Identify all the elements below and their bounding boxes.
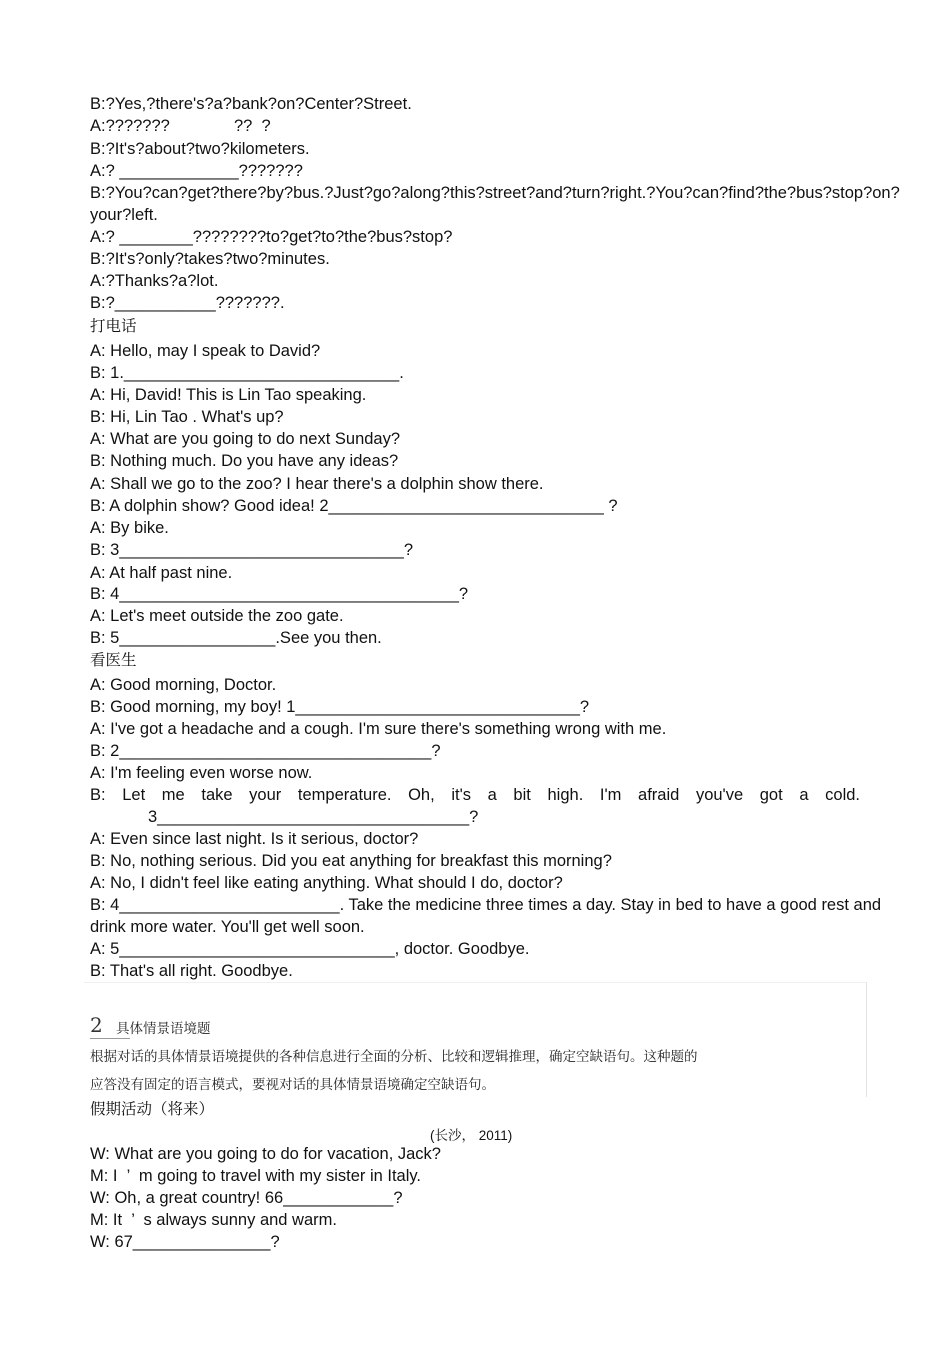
dialog-line: A: I'm feeling even worse now. xyxy=(90,764,313,782)
dialog-line: A: At half past nine. xyxy=(90,564,233,582)
section-description: 根据对话的具体情景语境提供的各种信息进行全面的分析、比较和逻辑推理，确定空缺语句。这种题的 xyxy=(90,1049,698,1065)
dialog-line: B: No, nothing serious. Did you eat anything for breakfast this morning? xyxy=(90,852,612,870)
section-heading-doctor: 看医生 xyxy=(90,651,137,669)
dialog-line: A: Even since last night. Is it serious, doctor? xyxy=(90,830,419,848)
dialog-line: B: Hi, Lin Tao . What's up? xyxy=(90,408,284,426)
dialog-line: B:?___________???????. xyxy=(90,294,285,312)
dialog-line: A: Hi, David! This is Lin Tao speaking. xyxy=(90,386,367,404)
dialog-line: A: Shall we go to the zoo? I hear there's a dolphin show there. xyxy=(90,475,544,493)
dialog-line: B:?It's?about?two?kilometers. xyxy=(90,140,310,158)
dialog-line: A: Hello, may I speak to David? xyxy=(90,342,321,360)
dialog-line: B: Good morning, my boy! 1_______________________________? xyxy=(90,698,590,716)
dialog-line: W: What are you going to do for vacation, Jack? xyxy=(90,1145,441,1163)
dialog-line: B:?It's?only?takes?two?minutes. xyxy=(90,250,330,268)
dialog-line: M: It ’ s always sunny and warm. xyxy=(90,1211,337,1229)
dialog-line: B: That's all right. Goodbye. xyxy=(90,962,293,980)
dialog-line: A: 5______________________________, doctor. Goodbye. xyxy=(90,940,530,958)
dialog-line: B: 4_____________________________________? xyxy=(90,585,469,603)
dialog-line: M: I ’ m going to travel with my sister in Italy. xyxy=(90,1167,422,1185)
dialog-line: A: Good morning, Doctor. xyxy=(90,676,277,694)
dialog-line: 3__________________________________? xyxy=(148,808,479,826)
dialog-line: B: 5_________________.See you then. xyxy=(90,629,382,647)
dialog-line: A:? _____________??????? xyxy=(90,162,303,180)
dialog-line: A:? ________????????to?get?to?the?bus?stop? xyxy=(90,228,453,246)
section-heading-phone: 打电话 xyxy=(90,317,137,335)
dialog-line: A: I've got a headache and a cough. I'm sure there's something wrong with me. xyxy=(90,720,667,738)
dialog-line: B: 4________________________. Take the medicine three times a day. Stay in bed to have a good rest and drink more water. You'll get well soon. xyxy=(90,896,882,936)
dialog-line: A: What are you going to do next Sunday? xyxy=(90,430,401,448)
dialog-line: W: 67_______________? xyxy=(90,1233,280,1251)
dialog-line: B: 2__________________________________? xyxy=(90,742,441,760)
section-title: 具体情景语境题 xyxy=(116,1021,211,1037)
dialog-line: W: Oh, a great country! 66____________? xyxy=(90,1189,403,1207)
dialog-line: B: A dolphin show? Good idea! 2______________________________ ? xyxy=(90,497,618,515)
source-citation: (长沙， 2011) xyxy=(430,1128,513,1143)
dialog-line: A:?Thanks?a?lot. xyxy=(90,272,219,290)
dialog-line: B:?Yes,?there's?a?bank?on?Center?Street. xyxy=(90,95,412,113)
dialog-line: A: Let's meet outside the zoo gate. xyxy=(90,607,344,625)
dialog-line: B:?You?can?get?there?by?bus.?Just?go?along?this?street?and?turn?right.?You?can?find?the?bus?stop?on?your?left. xyxy=(90,184,900,224)
section-description: 应答没有固定的语言模式，要视对话的具体情景语境确定空缺语句。 xyxy=(90,1077,495,1093)
dialog-line: A: By bike. xyxy=(90,519,169,537)
dialog-line: B: Nothing much. Do you have any ideas? xyxy=(90,452,399,470)
dialog-line: A:??????? ?? ? xyxy=(90,117,271,135)
section-heading-vacation: 假期活动（将来） xyxy=(90,1100,215,1118)
dialog-line: B: Let me take your temperature. Oh, it's a bit high. I'm afraid you've got a cold. xyxy=(90,786,860,804)
section-number: 2 xyxy=(90,1013,103,1037)
dialog-line: B: 3_______________________________? xyxy=(90,541,413,559)
dialog-line: B: 1.______________________________. xyxy=(90,364,404,382)
dialog-line: A: No, I didn't feel like eating anything. What should I do, doctor? xyxy=(90,874,563,892)
